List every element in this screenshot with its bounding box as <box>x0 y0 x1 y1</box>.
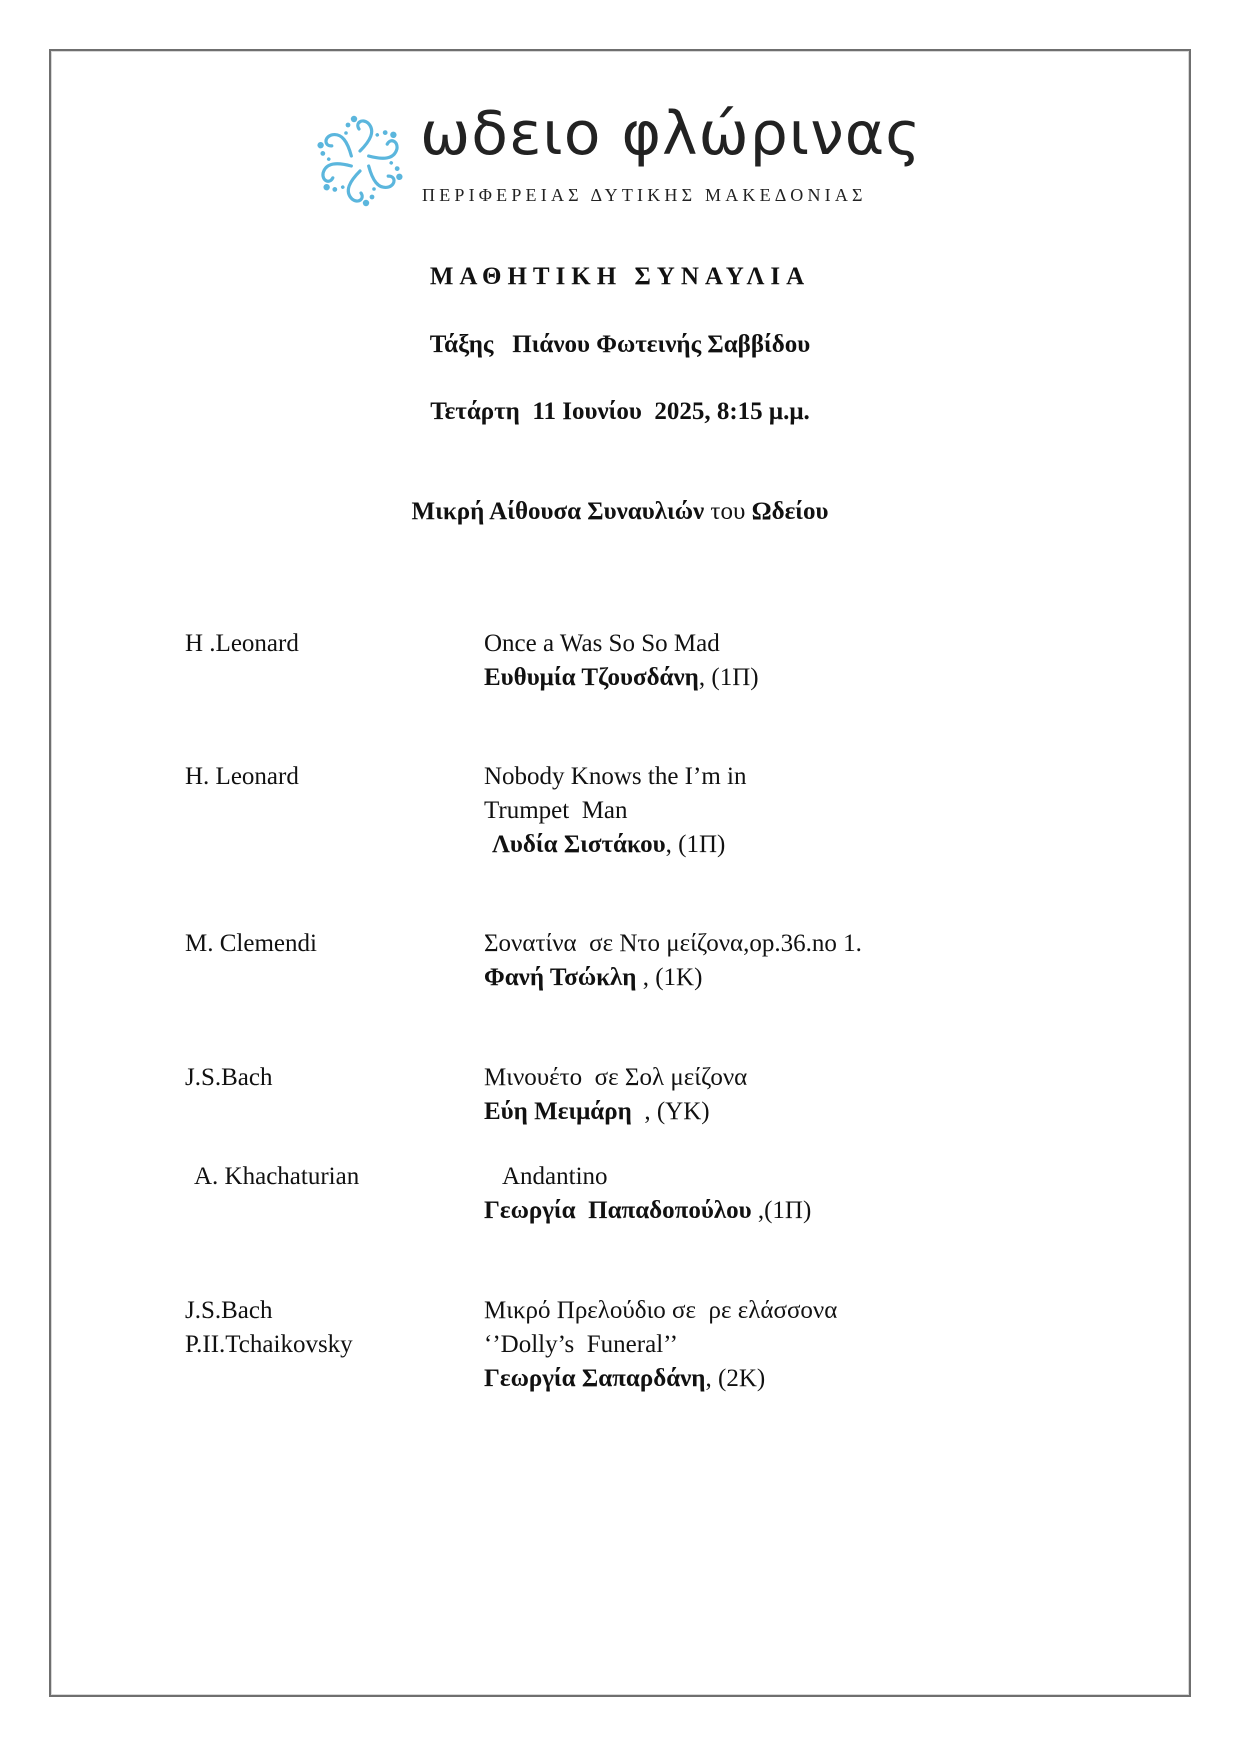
conservatory-logo <box>225 99 1015 223</box>
performer-line <box>484 1095 710 1129</box>
piece-title: Σονατίνα σε Ντο μείζονα,op.36.no 1. <box>484 930 862 957</box>
performer-name: Γεωργία Παπαδοπούλου <box>484 1197 752 1224</box>
performer-line <box>484 661 759 695</box>
performer-name: Εύη Μειμάρη <box>484 1098 632 1125</box>
performer-name: Ευθυμία Τζουσδάνη <box>484 664 699 691</box>
performer-level: , (2Κ) <box>705 1365 766 1392</box>
piece-title: Trumpet Man <box>484 797 628 824</box>
piece-title: Μικρό Πρελούδιο σε ρε ελάσσονα <box>484 1297 838 1324</box>
performer-level: ,(1Π) <box>751 1197 812 1224</box>
performer-line <box>484 1362 765 1396</box>
composer: J.S.Bach <box>185 1297 273 1324</box>
date-line: Τετάρτη 11 Ιουνίου 2025, 8:15 μ.μ. <box>430 398 810 425</box>
venue-owner: Ωδείου <box>751 498 829 525</box>
performer-level: , (1Π) <box>698 664 759 691</box>
performer-level: , (1Π) <box>665 831 726 858</box>
piece-title: Once a Was So So Mad <box>484 630 720 657</box>
performer-name: Γεωργία Σαπαρδάνη <box>484 1365 706 1392</box>
venue-name: Μικρή Αίθουσα Συναυλιών <box>411 498 705 525</box>
piece-title: Nobody Knows the I’m in <box>484 763 747 790</box>
venue-connector: του <box>710 498 746 525</box>
piece-title: Μινουέτο σε Σολ μείζονα <box>484 1064 748 1091</box>
piece-title: Andantino <box>502 1163 608 1190</box>
composer: H .Leonard <box>185 630 299 657</box>
logo-subtitle: ΠΕΡΙΦΕΡΕΙΑΣ ΔΥΤΙΚΗΣ ΜΑΚΕΔΟΝΙΑΣ <box>422 185 867 205</box>
performer-name: Λυδία Σιστάκου <box>492 831 666 858</box>
composer: H. Leonard <box>185 763 299 790</box>
piece-title: ‘’Dolly’s Funeral’’ <box>484 1331 678 1358</box>
class-line: Τάξης Πιάνου Φωτεινής Σαββίδου <box>429 331 811 358</box>
composer: M. Clemendi <box>185 930 317 957</box>
composer: J.S.Bach <box>185 1064 273 1091</box>
performer-line <box>484 1194 811 1228</box>
logo-title: ωδειο φλώρινας <box>420 99 922 169</box>
performer-line <box>484 961 702 995</box>
performer-level: , (ΥΚ) <box>631 1098 710 1125</box>
composer: A. Khachaturian <box>194 1163 360 1190</box>
performer-level: , (1Κ) <box>636 964 703 991</box>
flower-logo-icon <box>310 111 410 211</box>
performer-line <box>492 828 725 862</box>
venue-line <box>0 498 1240 526</box>
page-border <box>49 49 1191 1697</box>
composer: P.II.Tchaikovsky <box>185 1331 353 1358</box>
concert-title: ΜΑΘΗΤΙΚΗ ΣΥΝΑΥΛΙΑ <box>429 263 811 290</box>
performer-name: Φανή Τσώκλη <box>484 964 637 991</box>
